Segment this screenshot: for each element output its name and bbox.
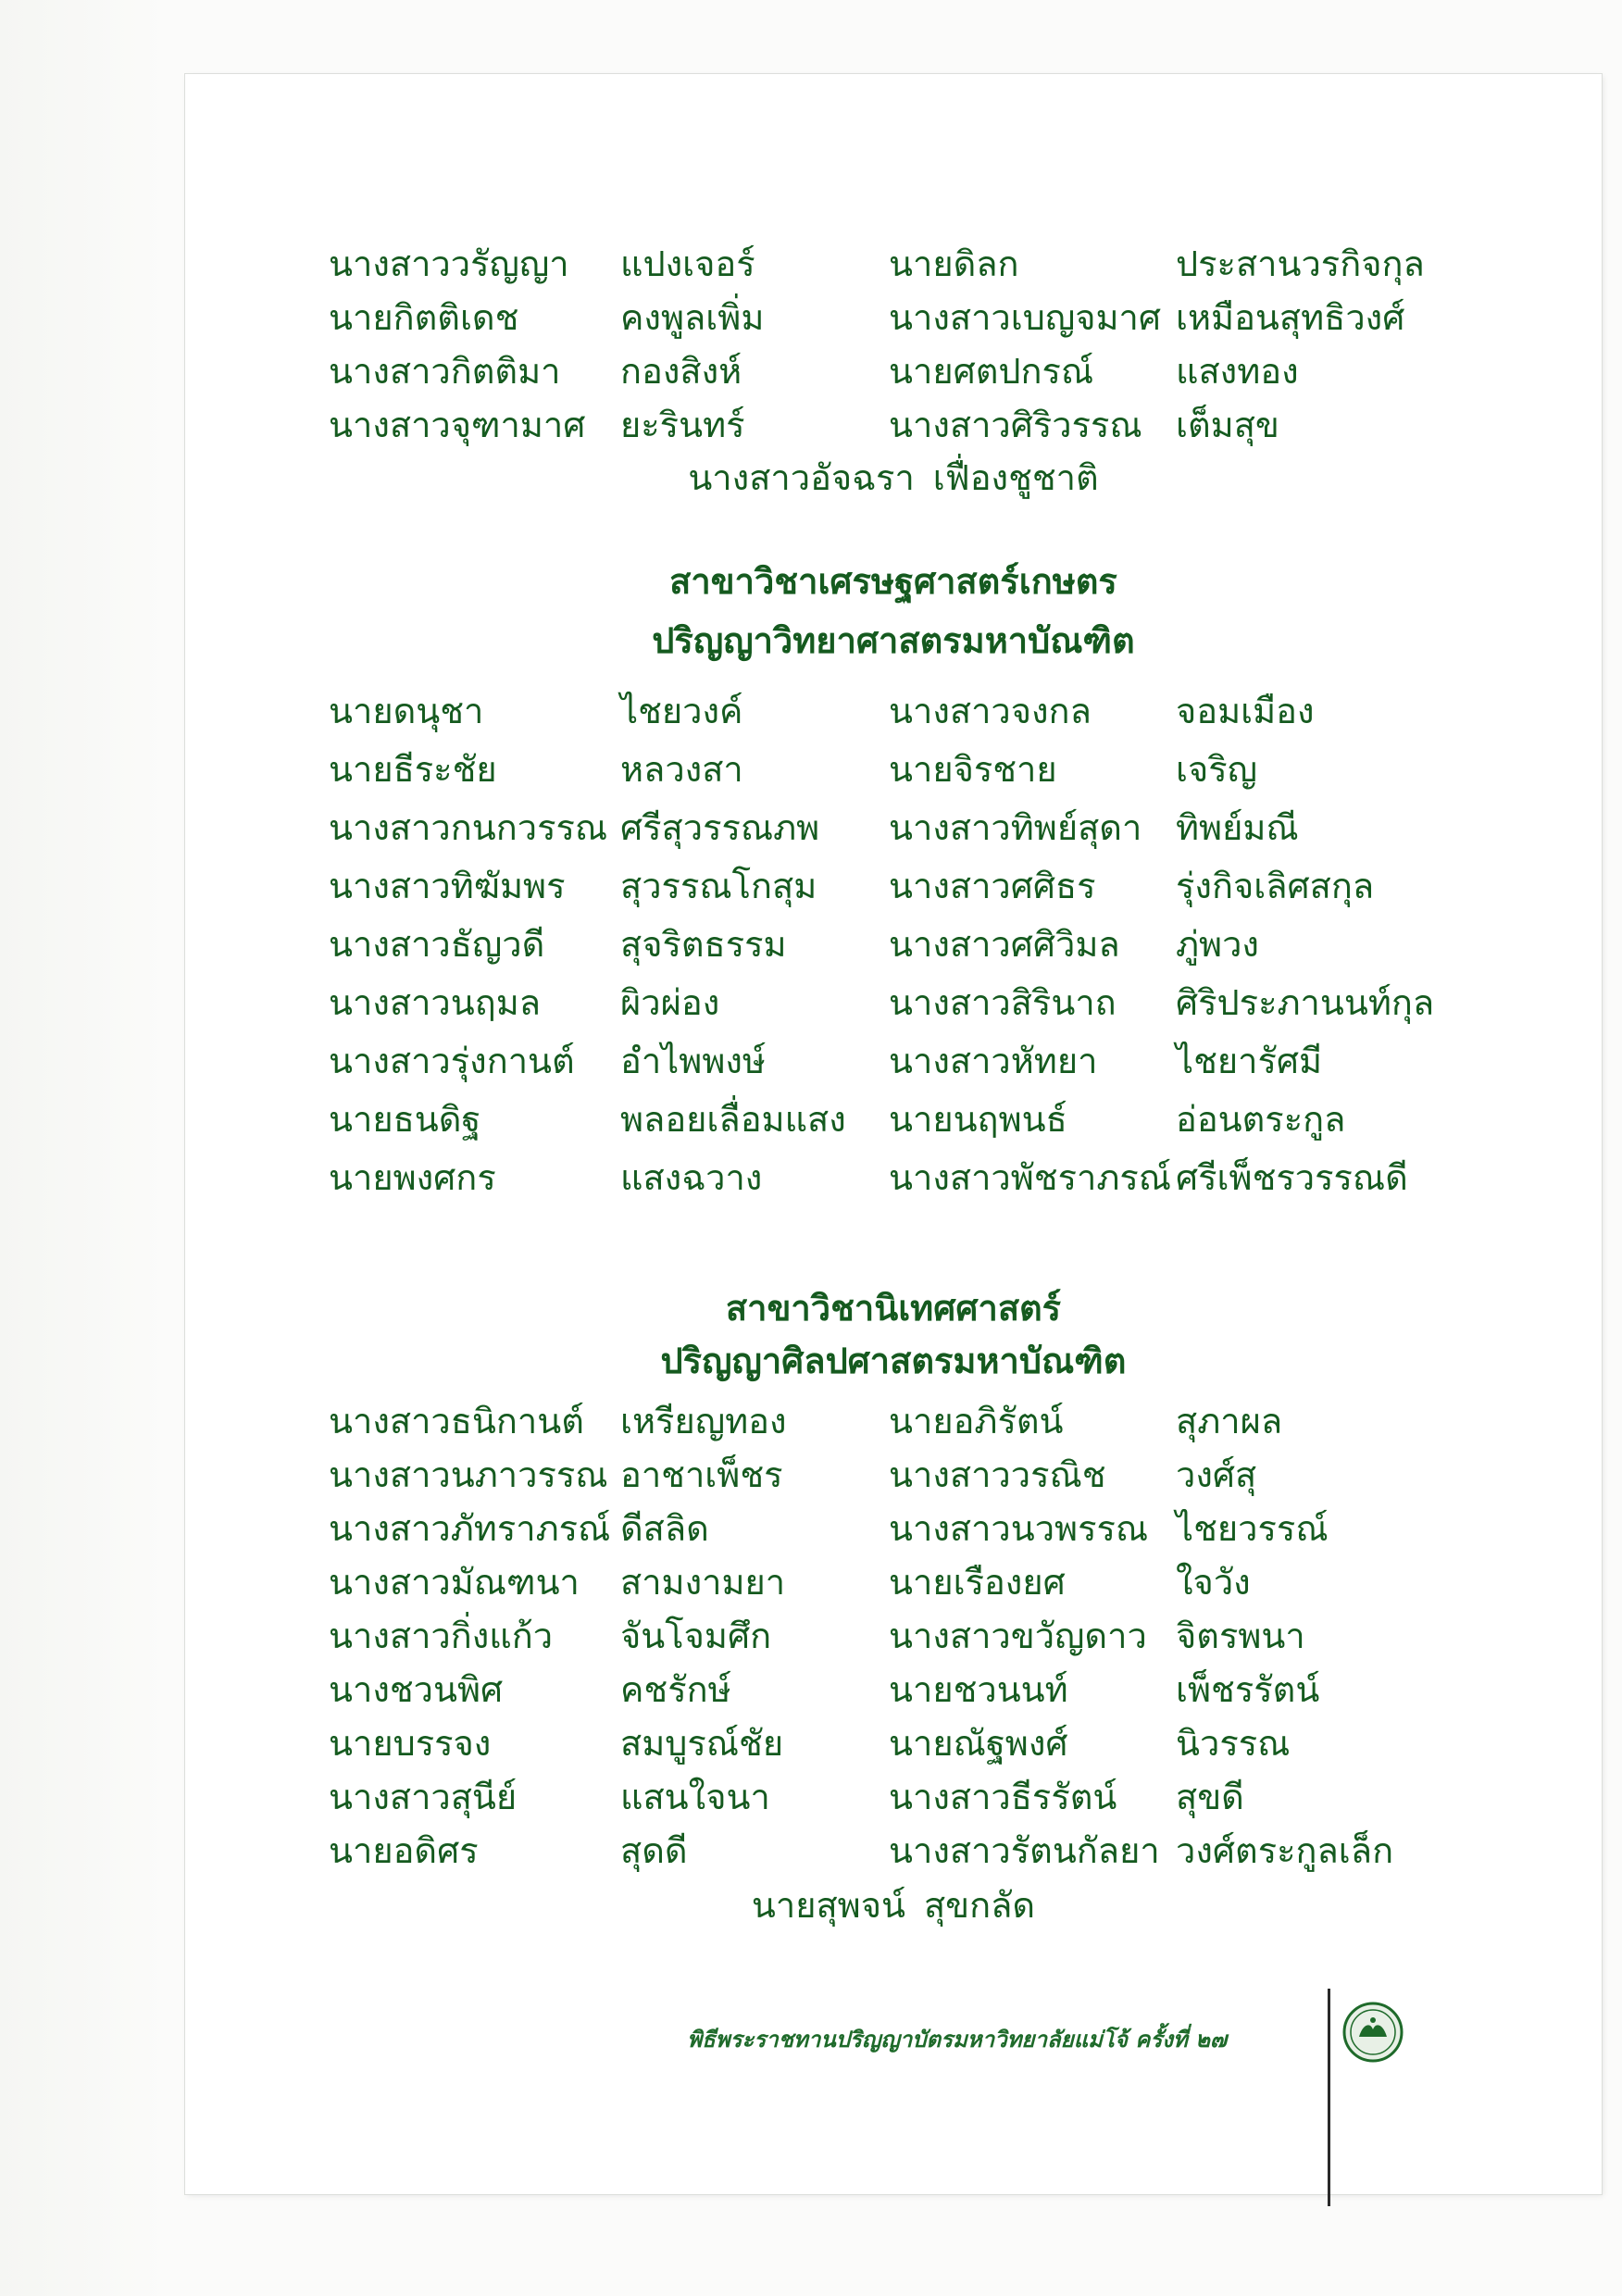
first-name: นายศตปกรณ์ <box>889 351 1094 392</box>
first-name: นางสาวหัทยา <box>889 1041 1098 1081</box>
surname: นิวรรณ <box>1176 1723 1291 1764</box>
first-name: นางสาวภัทราภรณ์ <box>329 1508 611 1549</box>
first-name: นางสาวสิรินาถ <box>889 982 1117 1023</box>
surname: สุจริตธรรม <box>620 924 787 965</box>
first-name: นายพงศกร <box>329 1157 496 1198</box>
surname: สมบูรณ์ชัย <box>620 1723 784 1764</box>
surname: แสนใจนา <box>620 1777 770 1817</box>
first-name: นางสาวนภาวรรณ <box>329 1454 608 1495</box>
first-name: นางสาวศิริวรรณ <box>889 405 1142 445</box>
name-row <box>185 918 1602 970</box>
name-row <box>185 399 1602 451</box>
first-name: นางสาวอัจฉรา <box>688 457 915 498</box>
first-name: นางสาวจงกล <box>889 691 1092 731</box>
name-row <box>185 1503 1602 1554</box>
first-name: นายธนดิฐ <box>329 1099 481 1140</box>
first-name: นายชวนนท์ <box>889 1669 1068 1710</box>
name-row <box>185 345 1602 397</box>
first-name: นางสาววรณิช <box>889 1454 1106 1495</box>
surname: จอมเมือง <box>1176 691 1315 731</box>
first-name: นางสาวนฤมล <box>329 982 542 1023</box>
surname: แสงทอง <box>1176 351 1299 392</box>
surname: สุดดี <box>620 1830 688 1871</box>
first-name: นายจิรชาย <box>889 749 1057 790</box>
surname: คงพูลเพิ่ม <box>620 297 765 338</box>
surname: พลอยเลื่อมแสง <box>620 1099 846 1140</box>
first-name: นางสาวกนกวรรณ <box>329 807 608 848</box>
first-name: นางสาวจุฑามาศ <box>329 405 586 445</box>
first-name: นายบรรจง <box>329 1723 492 1764</box>
first-name: นายดนุชา <box>329 691 484 731</box>
name-row <box>185 1035 1602 1087</box>
name-row <box>185 860 1602 912</box>
name-row <box>185 1771 1602 1823</box>
surname: รุ่งกิจเลิศสกุล <box>1176 866 1375 906</box>
name-row <box>185 685 1602 737</box>
first-name: นายดิลก <box>889 243 1019 284</box>
surname: อำไพพงษ์ <box>620 1041 766 1081</box>
first-name: นางสาวรัตนกัลยา <box>889 1830 1160 1871</box>
surname: จันโจมศึก <box>620 1616 772 1656</box>
first-name: นางสาวศศิธร <box>889 866 1096 906</box>
first-name: นายอดิศร <box>329 1830 479 1871</box>
first-name: นางสาวธีรรัตน์ <box>889 1777 1117 1817</box>
centered-name-row <box>185 452 1602 504</box>
first-name: นางชวนพิศ <box>329 1669 504 1710</box>
surname: อาชาเพ็ชร <box>620 1454 783 1495</box>
first-name: นางสาวทิพย์สุดา <box>889 807 1142 848</box>
first-name: นายณัฐพงศ์ <box>889 1723 1068 1764</box>
surname: ไชยารัศมี <box>1176 1041 1323 1081</box>
first-name: นางสาวสุนีย์ <box>329 1777 518 1817</box>
surname: สุขกลัด <box>923 1885 1036 1926</box>
surname: ยะรินทร์ <box>620 405 745 445</box>
surname: ศิริประภานนท์กุล <box>1176 982 1435 1023</box>
surname: แสงฉวาง <box>620 1157 763 1198</box>
surname: สุวรรณโกสุม <box>620 866 817 906</box>
first-name: นายนฤพนธ์ <box>889 1099 1067 1140</box>
name-row <box>185 1449 1602 1501</box>
name-row <box>185 1717 1602 1769</box>
surname: ศรีสุวรรณภพ <box>620 807 820 848</box>
surname: ไชยวรรณ์ <box>1176 1508 1329 1549</box>
section-title: สาขาวิชาเศรษฐศาสตร์เกษตร <box>669 561 1117 602</box>
surname: เจริญ <box>1176 749 1258 790</box>
surname: เหมือนสุทธิวงศ์ <box>1176 297 1405 338</box>
surname: สุขดี <box>1176 1777 1244 1817</box>
surname: แปงเจอร์ <box>620 243 755 284</box>
surname: ดีสลิด <box>620 1508 709 1549</box>
university-seal-icon <box>1342 2002 1404 2063</box>
degree-title: ปริญญาศิลปศาสตรมหาบัณฑิต <box>660 1341 1127 1381</box>
first-name: นางสาวพัชราภรณ์ <box>889 1157 1172 1198</box>
surname: วงศ์สุ <box>1176 1454 1257 1495</box>
first-name: นางสาวทิฆัมพร <box>329 866 566 906</box>
surname: ประสานวรกิจกุล <box>1176 243 1425 284</box>
first-name: นางสาววรัญญา <box>329 243 569 284</box>
surname: เพ็ชรรัตน์ <box>1176 1669 1320 1710</box>
first-name: นางสาวขวัญดาว <box>889 1616 1147 1656</box>
surname: เต็มสุข <box>1176 405 1279 445</box>
first-name: นายธีระชัย <box>329 749 497 790</box>
surname: จิตรพนา <box>1176 1616 1305 1656</box>
surname: ศรีเพ็ชรวรรณดี <box>1176 1157 1408 1198</box>
footer-divider <box>1328 1989 1330 2206</box>
name-row <box>185 1395 1602 1447</box>
first-name: นายสุพจน์ <box>751 1885 905 1926</box>
name-row <box>185 1664 1602 1716</box>
name-row <box>185 238 1602 290</box>
name-row <box>185 1825 1602 1877</box>
name-row <box>185 977 1602 1029</box>
footer-ceremony-text: พิธีพระราชทานปริญญาบัตรมหาวิทยาลัยแม่โจ้ ครั้งที่ ๒๗ <box>687 2027 1227 2053</box>
degree-title: ปริญญาวิทยาศาสตรมหาบัณฑิต <box>652 620 1135 661</box>
surname: ทิพย์มณี <box>1176 807 1299 848</box>
surname: วงศ์ตระกูลเล็ก <box>1176 1830 1394 1871</box>
surname: หลวงสา <box>620 749 743 790</box>
first-name: นางสาวกิตติมา <box>329 351 561 392</box>
section-title: สาขาวิชานิเทศศาสตร์ <box>725 1288 1062 1329</box>
name-row <box>185 802 1602 854</box>
surname: เหรียญทอง <box>620 1401 787 1441</box>
surname: อ่อนตระกูล <box>1176 1099 1346 1140</box>
first-name: นางสาวนวพรรณ <box>889 1508 1149 1549</box>
first-name: นางสาวรุ่งกานต์ <box>329 1041 575 1081</box>
surname: ผิวผ่อง <box>620 982 720 1023</box>
surname: คชรักษ์ <box>620 1669 731 1710</box>
name-row <box>185 1093 1602 1145</box>
document-page <box>185 74 1602 2194</box>
first-name: นางสาวธนิกานต์ <box>329 1401 584 1441</box>
first-name: นายอภิรัตน์ <box>889 1401 1064 1441</box>
surname: ใจวัง <box>1176 1562 1251 1603</box>
first-name: นางสาวกิ่งแก้ว <box>329 1616 554 1656</box>
first-name: นางสาวธัญวดี <box>329 924 545 965</box>
first-name: นางสาวศศิวิมล <box>889 924 1120 965</box>
first-name: นายเรืองยศ <box>889 1562 1066 1603</box>
surname: กองสิงห์ <box>620 351 742 392</box>
name-row <box>185 1556 1602 1608</box>
surname: สามงามยา <box>620 1562 786 1603</box>
first-name: นางสาวมัณฑนา <box>329 1562 580 1603</box>
first-name: นางสาวเบญจมาศ <box>889 297 1161 338</box>
surname: ไชยวงค์ <box>620 691 743 731</box>
surname: เฟื่องชูชาติ <box>932 457 1099 498</box>
name-row <box>185 1610 1602 1662</box>
first-name: นายกิตติเดช <box>329 297 519 338</box>
surname: สุภาผล <box>1176 1401 1283 1441</box>
name-row <box>185 743 1602 795</box>
surname: ภู่พวง <box>1176 924 1259 965</box>
centered-name-row <box>185 1879 1602 1931</box>
name-row <box>185 292 1602 343</box>
name-row <box>185 1152 1602 1204</box>
